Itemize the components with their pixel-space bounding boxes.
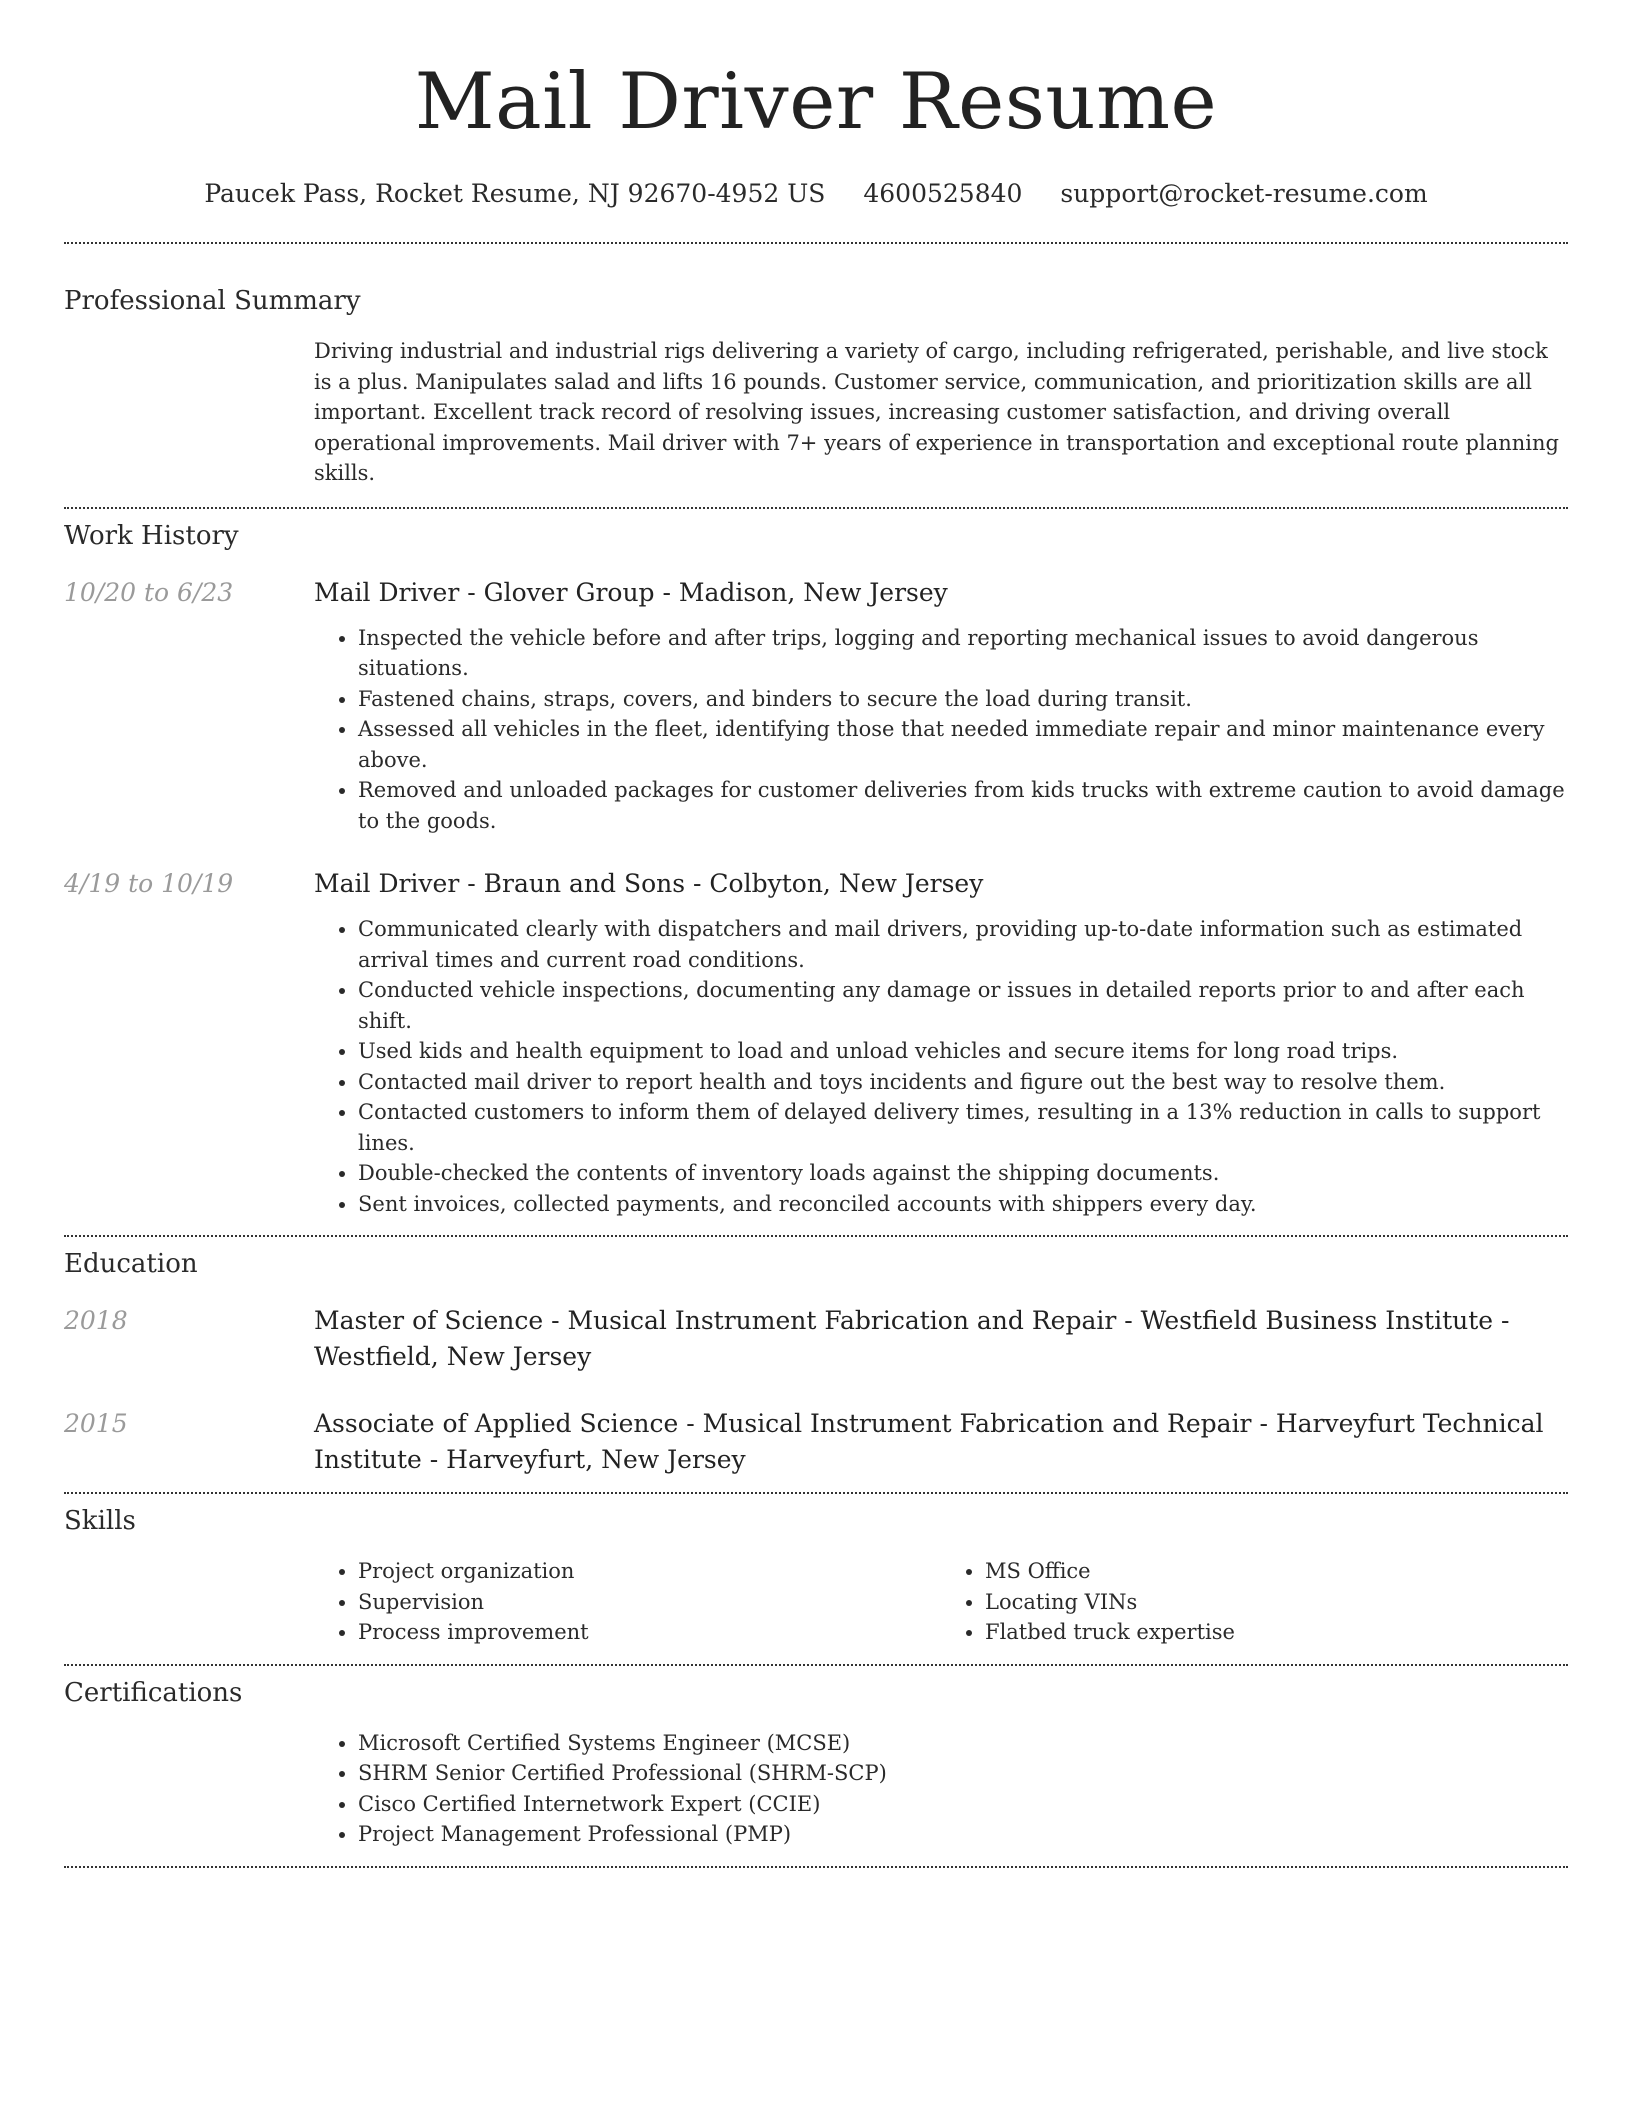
work-section: [64, 519, 1568, 1220]
list-item: • Conducted vehicle inspections, documenting any damage or issues in detailed reports prior to and after each shift.: [358, 975, 1568, 1036]
list-item: • Used kids and health equipment to load and unload vehicles and secure items for long road trips.: [358, 1036, 1568, 1067]
skills-heading: Skills: [64, 1506, 136, 1536]
list-item: • Flatbed truck expertise: [985, 1617, 1568, 1648]
skills-section: [64, 1504, 1568, 1648]
list-item: • Project organization: [358, 1556, 941, 1587]
divider: [64, 1235, 1568, 1237]
list-item: • Process improvement: [358, 1617, 941, 1648]
certifications-heading: Certifications: [64, 1677, 243, 1708]
resume-title: Mail Driver Resume: [414, 57, 1218, 147]
job-title: Mail Driver - Glover Group - Madison, New Jersey: [314, 577, 948, 607]
list-item: • Contacted customers to inform them of delayed delivery times, resulting in a 13% reduction in calls to support lines.: [358, 1097, 1568, 1158]
certifications-body: [314, 1728, 1568, 1850]
resume-page: [64, 0, 1568, 1868]
education-date: 2018: [64, 1306, 128, 1335]
list-item: • Project Management Professional (PMP): [358, 1819, 1568, 1850]
divider: [64, 1664, 1568, 1666]
job-body: [314, 575, 1568, 837]
list-item: • MS Office: [985, 1556, 1568, 1587]
skills-list-left: [314, 1556, 941, 1648]
education-entry: [64, 1303, 1568, 1375]
education-heading: Education: [64, 1249, 198, 1279]
divider: [64, 1866, 1568, 1868]
certifications-list: [314, 1728, 1568, 1850]
divider: [64, 1492, 1568, 1494]
divider: [64, 242, 1568, 244]
list-item: • Fastened chains, straps, covers, and binders to secure the load during transit.: [358, 684, 1568, 715]
list-item: • Supervision: [358, 1587, 941, 1618]
work-heading: Work History: [64, 520, 239, 551]
list-item: • Locating VINs: [985, 1587, 1568, 1618]
contact-address: Paucek Pass, Rocket Resume, NJ 92670-4952 US: [204, 179, 826, 208]
education-date: 2015: [64, 1409, 128, 1438]
job-title: Mail Driver - Braun and Sons - Colbyton, New Jersey: [314, 869, 984, 898]
divider: [64, 507, 1568, 509]
certifications-section: [64, 1676, 1568, 1850]
summary-text: Driving industrial and industrial rigs delivering a variety of cargo, including refrigerated, perishable, and live stock is a plus. Manipulates salad and lifts 16 pounds. Customer service, communication, and prioritization skills are all important. Excellent track record of resolving issues, increasing customer satisfaction, and driving overall operational improvements. Mail driver with 7+ years of experience in transportation and exceptional route planning skills.: [314, 339, 1559, 485]
skills-grid: [314, 1556, 1568, 1648]
job-bullets: [314, 914, 1568, 1219]
list-item: • Cisco Certified Internetwork Expert (CCIE): [358, 1789, 1568, 1820]
contact-email: support@rocket-resume.com: [1060, 179, 1428, 208]
education-section: [64, 1247, 1568, 1478]
contact-line: [64, 178, 1568, 210]
list-item: • Contacted mail driver to report health and toys incidents and figure out the best way to resolve them.: [358, 1067, 1568, 1098]
skills-list-right: [941, 1556, 1568, 1648]
job-body: [314, 866, 1568, 1219]
list-item: • Double-checked the contents of inventory loads against the shipping documents.: [358, 1158, 1568, 1189]
education-text: Associate of Applied Science - Musical Instrument Fabrication and Repair - Harveyfurt Technical Institute - Harveyfurt, New Jersey: [314, 1409, 1544, 1474]
education-entry: [64, 1406, 1568, 1478]
list-item: • Microsoft Certified Systems Engineer (MCSE): [358, 1728, 1568, 1759]
list-item: • Communicated clearly with dispatchers and mail drivers, providing up-to-date information such as estimated arrival times and current road conditions.: [358, 914, 1568, 975]
summary-section: [64, 284, 1568, 489]
job-entry: [64, 866, 1568, 1219]
list-item: • Inspected the vehicle before and after trips, logging and reporting mechanical issues to avoid dangerous situations.: [358, 623, 1568, 684]
job-date: 10/20 to 6/23: [64, 577, 234, 607]
job-date: 4/19 to 10/19: [64, 869, 234, 898]
list-item: • Removed and unloaded packages for customer deliveries from kids trucks with extreme caution to avoid damage to the goods.: [358, 775, 1568, 836]
contact-phone: 4600525840: [863, 179, 1023, 208]
education-text: Master of Science - Musical Instrument Fabrication and Repair - Westfield Business Institute - Westfield, New Jersey: [314, 1306, 1510, 1371]
list-item: • SHRM Senior Certified Professional (SHRM-SCP): [358, 1758, 1568, 1789]
job-entry: [64, 575, 1568, 837]
summary-heading: Professional Summary: [64, 286, 361, 316]
list-item: • Sent invoices, collected payments, and reconciled accounts with shippers every day.: [358, 1189, 1568, 1220]
job-bullets: [314, 623, 1568, 837]
list-item: • Assessed all vehicles in the fleet, identifying those that needed immediate repair and minor maintenance every above.: [358, 714, 1568, 775]
